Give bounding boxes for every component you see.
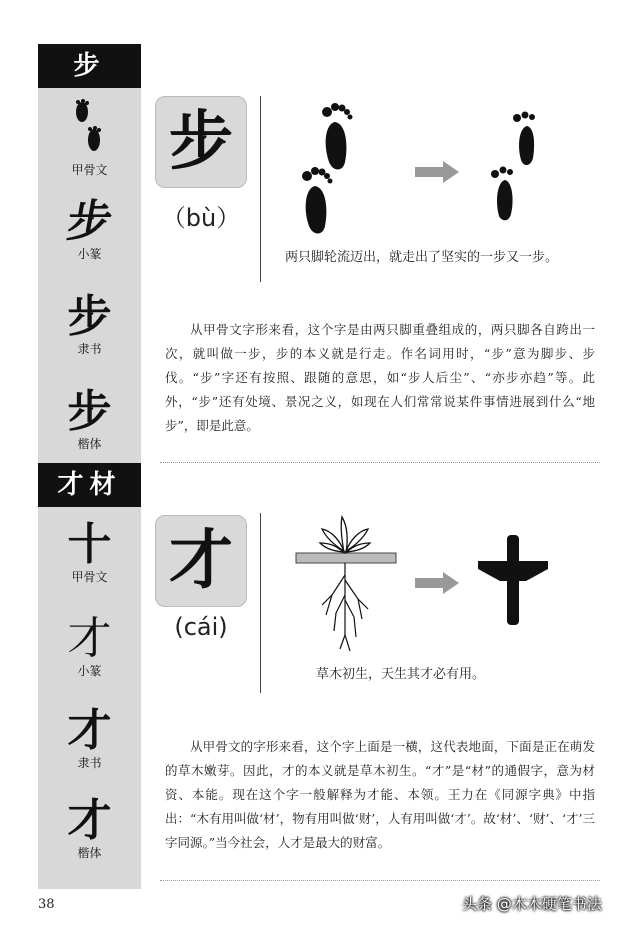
oracle-footprints-icon — [70, 100, 110, 156]
script-label: 甲骨文 — [71, 570, 108, 584]
main-character-cai: 才 — [155, 515, 247, 607]
script-label: 楷体 — [77, 846, 102, 860]
illustration-caption-bu: 两只脚轮流迈出，就走出了坚实的一步又一步。 — [285, 250, 559, 265]
oracle-script-bu — [38, 100, 141, 178]
oracle-cai-large-icon — [478, 535, 548, 625]
footprints-illustration — [295, 100, 375, 240]
oracle-script-cai — [38, 521, 141, 585]
paragraph-cai: 从甲骨文的字形来看，这个字上面是一横，这代表地面，下面是正在萌发的草木嫩芽。因此，才的本义就是草木初生。“才”是“材”的通假字，意为材资、本能。现在这个字一般解释为才能、本领。王力在《同源字典》中指出：“木有用叫做‘材’，物有用叫做‘财’，人有用叫做‘才’。故‘材’、‘财’、‘才’三字同源。”当今社会，人才是最大的财富。 — [165, 739, 595, 850]
dotted-divider — [160, 462, 600, 463]
seal-script-bu — [38, 198, 141, 262]
divider-line — [260, 513, 261, 693]
clerical-script-bu — [38, 293, 141, 357]
script-column-cai — [38, 507, 141, 889]
script-glyph: 才 — [67, 613, 112, 664]
watermark: 头条 @木木硬笔书法 — [462, 895, 602, 913]
sidebar-section-cai — [38, 463, 141, 889]
script-column-bu — [38, 88, 141, 498]
regular-script-bu — [38, 388, 141, 452]
script-glyph: 步 — [67, 386, 112, 437]
script-glyph: 才 — [67, 705, 112, 756]
sidebar-section-bu — [38, 44, 141, 498]
arrow-icon — [415, 572, 459, 594]
dotted-divider — [160, 880, 600, 881]
main-character-bu: 步 — [155, 96, 247, 188]
seal-script-cai — [38, 615, 141, 679]
pinyin-bu: （bù） — [161, 204, 241, 232]
page-number: 38 — [38, 897, 55, 912]
section-header-cai: 才材 — [38, 463, 141, 507]
script-glyph: 步 — [63, 196, 117, 247]
regular-script-cai — [38, 797, 141, 861]
oracle-footprints-large-icon — [487, 112, 547, 222]
section-header-bu: 步 — [38, 44, 141, 88]
pinyin-cai: (cái) — [174, 613, 228, 641]
script-label: 小篆 — [77, 664, 102, 678]
script-label: 甲骨文 — [71, 163, 108, 177]
sprout-illustration — [296, 515, 396, 655]
script-glyph: 十 — [67, 519, 112, 570]
script-label: 楷体 — [77, 437, 102, 451]
arrow-icon — [415, 161, 459, 183]
script-glyph: 才 — [67, 795, 112, 846]
script-glyph: 步 — [67, 291, 112, 342]
script-label: 小篆 — [77, 247, 102, 261]
script-label: 隶书 — [77, 756, 102, 770]
paragraph-bu: 从甲骨文字形来看，这个字是由两只脚重叠组成的，两只脚各自跨出一次，就叫做一步，步的本义就是行走。作名词用时，“步”意为脚步、步伐。“步”字还有按照、跟随的意思，如“步人后尘”、“亦步亦趋”等。此外，“步”还有处境、景况之义，如现在人们常常说某件事情进展到什么“地步”，即是此意。 — [165, 322, 595, 433]
illustration-caption-cai: 草木初生，天生其才必有用。 — [316, 667, 486, 682]
clerical-script-cai — [38, 707, 141, 771]
script-label: 隶书 — [77, 342, 102, 356]
divider-line — [260, 96, 261, 282]
